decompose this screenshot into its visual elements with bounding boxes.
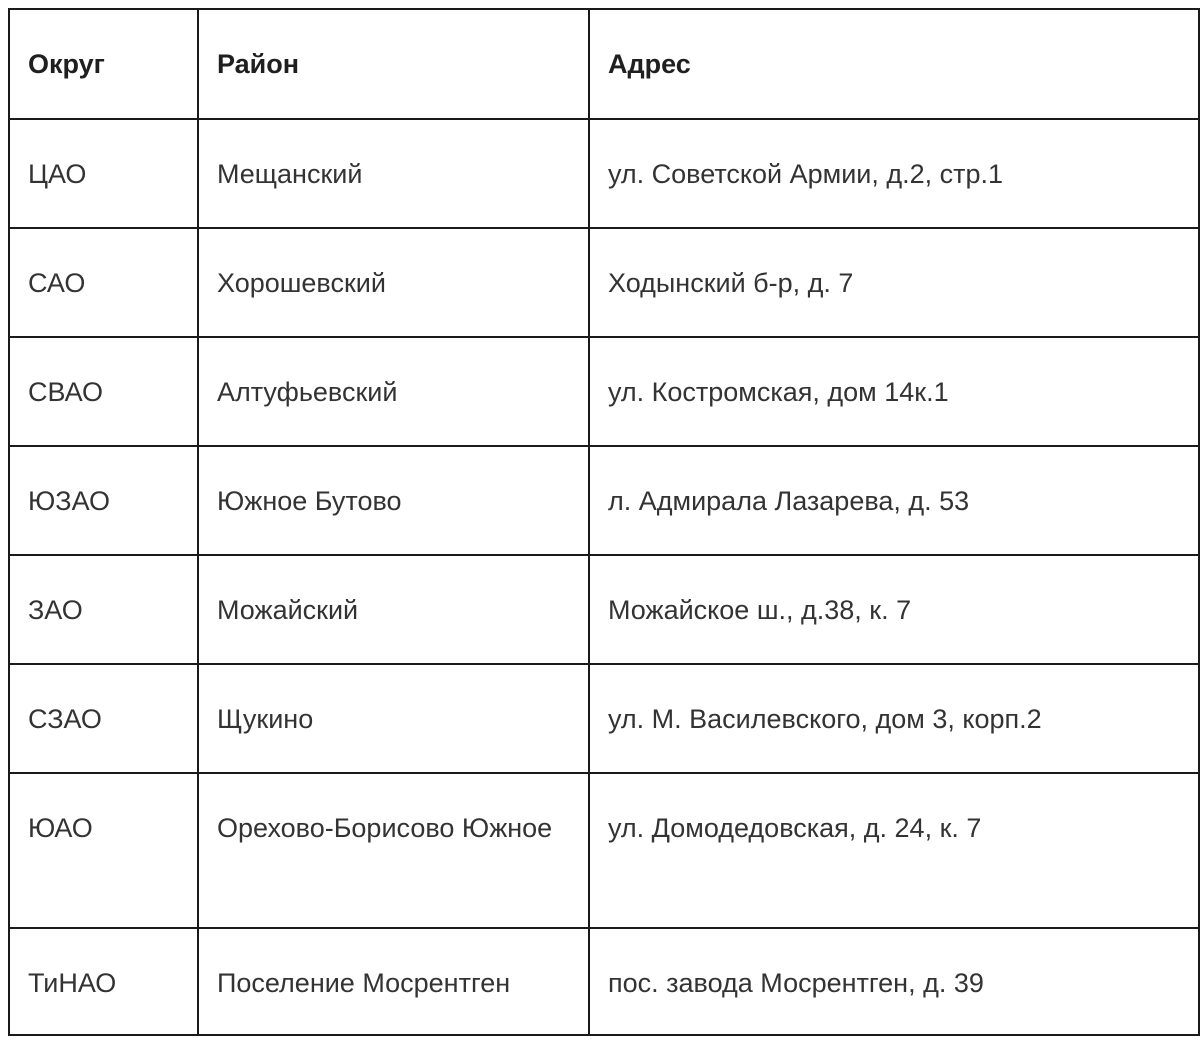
cell-okrug: ЗАО	[9, 555, 198, 664]
table-row	[9, 119, 1199, 228]
table-row	[9, 664, 1199, 773]
table-row	[9, 928, 1199, 1035]
cell-adres: Ходынский б-р, д. 7	[589, 228, 1199, 337]
cell-rayon: Щукино	[198, 664, 589, 773]
cell-adres: пос. завода Мосрентген, д. 39	[589, 928, 1199, 1035]
header-okrug: Округ	[9, 9, 198, 119]
cell-adres: ул. Костромская, дом 14к.1	[589, 337, 1199, 446]
cell-okrug: ЮЗАО	[9, 446, 198, 555]
cell-adres: ул. Домодедовская, д. 24, к. 7	[589, 773, 1199, 928]
cell-okrug: САО	[9, 228, 198, 337]
cell-rayon: Южное Бутово	[198, 446, 589, 555]
cell-rayon: Можайский	[198, 555, 589, 664]
header-adres: Адрес	[589, 9, 1199, 119]
table-row	[9, 446, 1199, 555]
cell-okrug: СВАО	[9, 337, 198, 446]
cell-rayon: Поселение Мосрентген	[198, 928, 589, 1035]
table-row	[9, 228, 1199, 337]
cell-adres: Можайское ш., д.38, к. 7	[589, 555, 1199, 664]
cell-okrug: СЗАО	[9, 664, 198, 773]
header-rayon: Район	[198, 9, 589, 119]
cell-okrug: ЮАО	[9, 773, 198, 928]
cell-adres: ул. М. Василевского, дом 3, корп.2	[589, 664, 1199, 773]
cell-rayon: Алтуфьевский	[198, 337, 589, 446]
cell-adres: л. Адмирала Лазарева, д. 53	[589, 446, 1199, 555]
cell-rayon: Орехово-Борисово Южное	[198, 773, 589, 928]
cell-okrug: ТиНАО	[9, 928, 198, 1035]
cell-okrug: ЦАО	[9, 119, 198, 228]
districts-table	[8, 8, 1200, 1036]
table-row	[9, 555, 1199, 664]
table-row	[9, 337, 1199, 446]
cell-rayon: Мещанский	[198, 119, 589, 228]
cell-rayon: Хорошевский	[198, 228, 589, 337]
table-row	[9, 773, 1199, 928]
cell-adres: ул. Советской Армии, д.2, стр.1	[589, 119, 1199, 228]
header-row	[9, 9, 1199, 119]
